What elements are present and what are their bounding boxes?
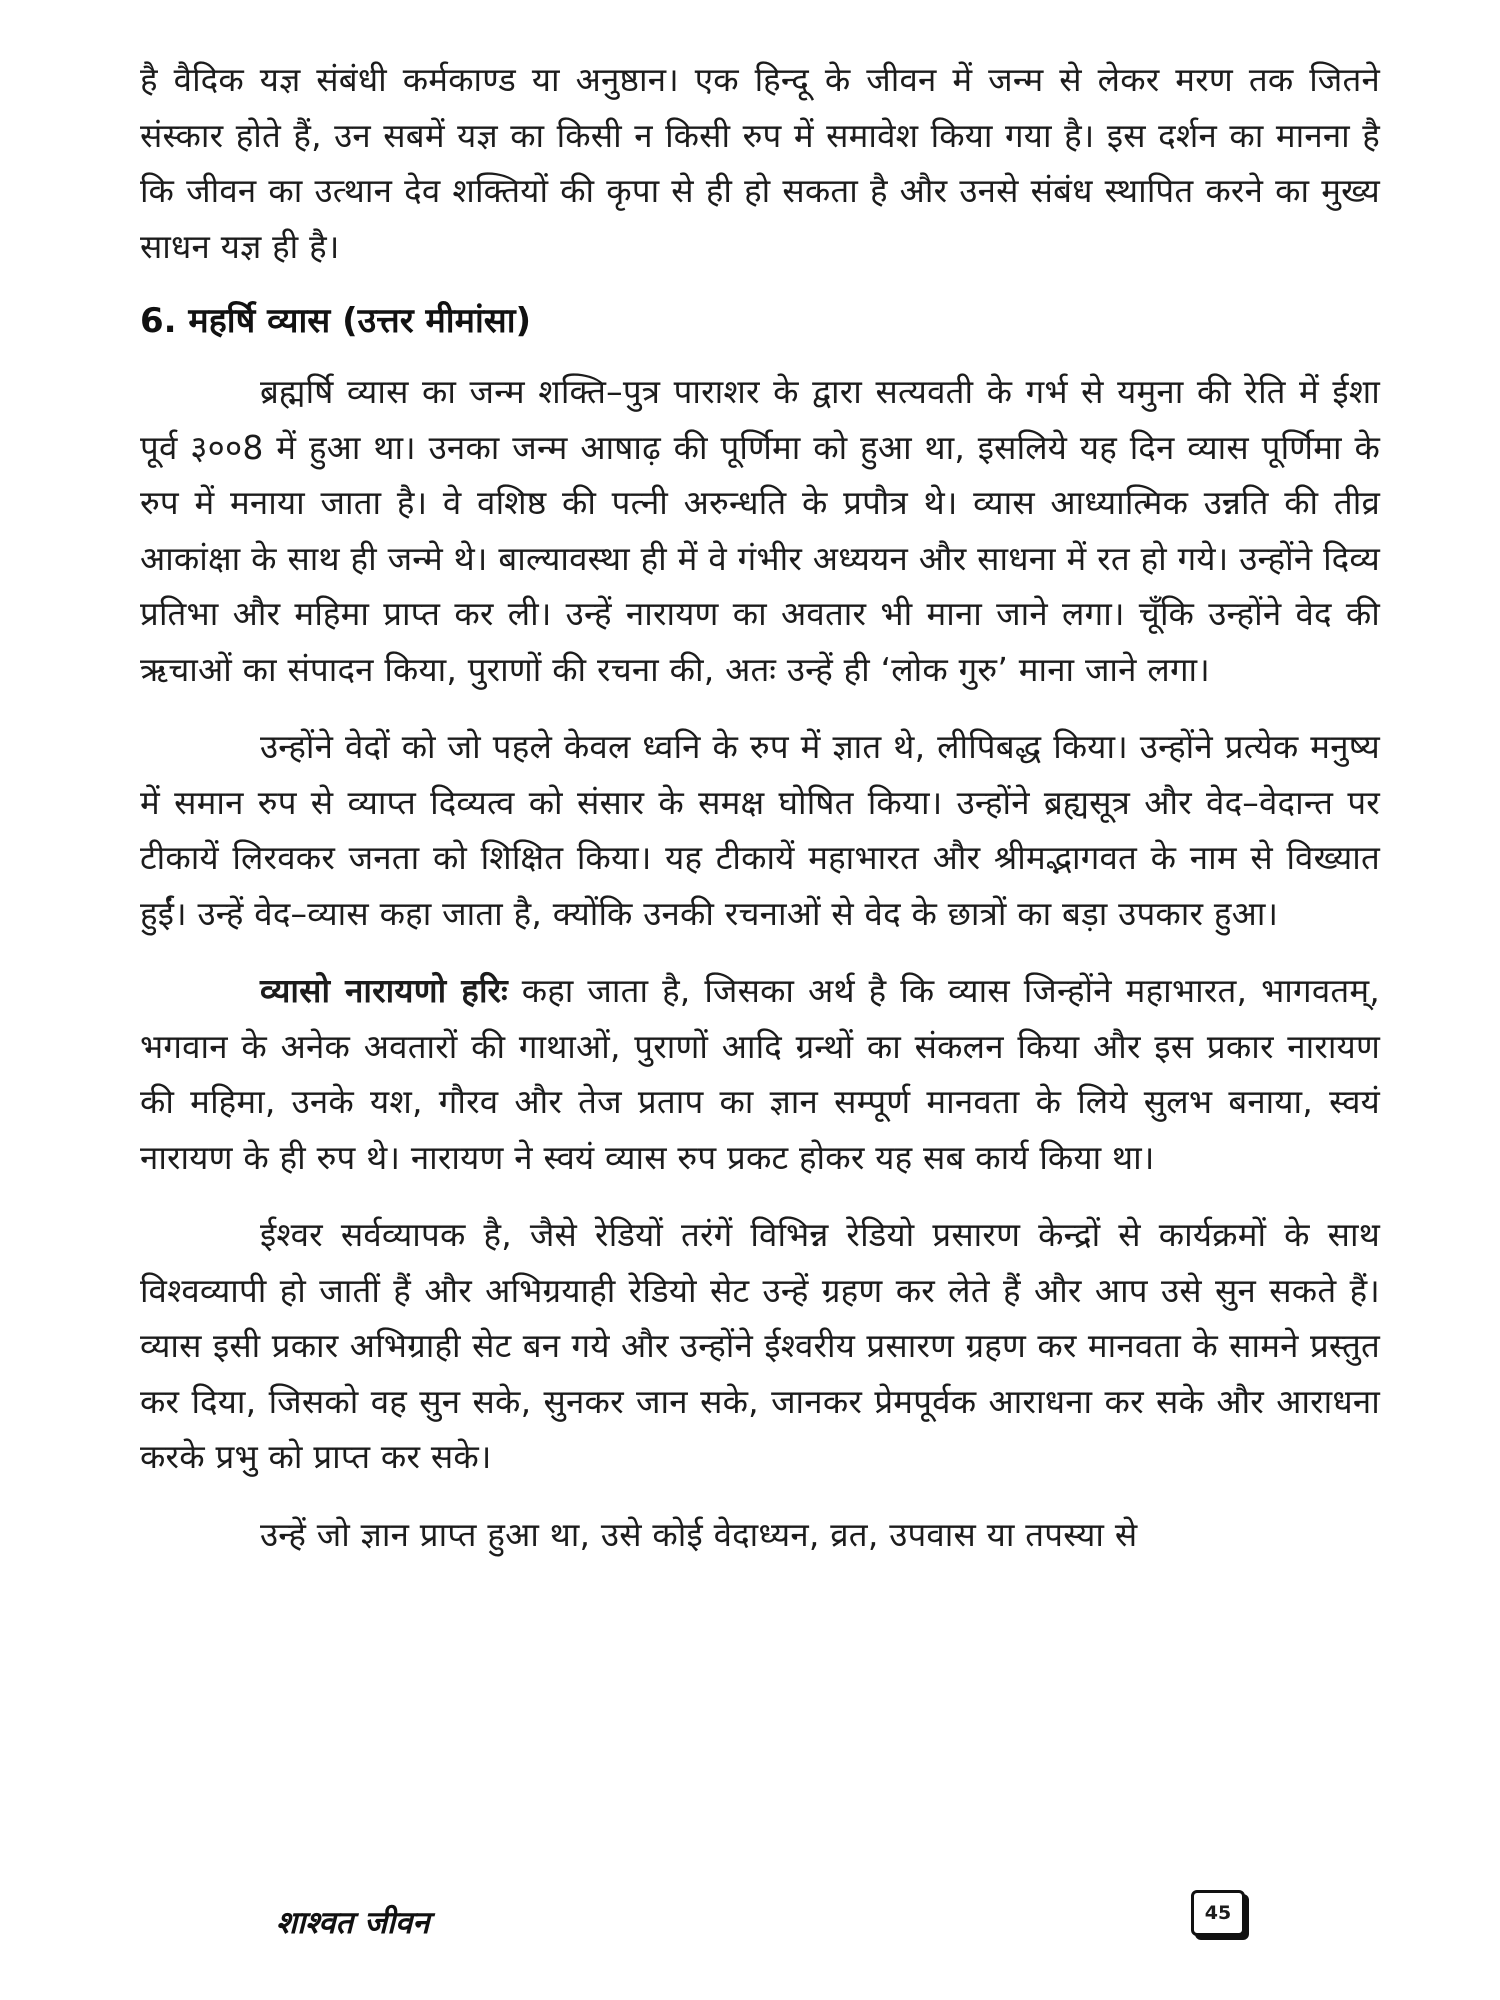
paragraph-vedas: उन्होंने वेदों को जो पहले केवल ध्वनि के रुप में ज्ञात थे, लीपिबद्ध किया। उन्होंने प्रत्येक मनुष्य में समान रुप से व्याप्त दिव्यत्व को संसार के समक्ष घोषित किया। उन्होंने ब्रह्यसूत्र और वेद–वेदान्त पर टीकायें लिरवकर जनता को शिक्षित किया। यह टीकायें महाभारत और श्रीमद्भागवत के नाम से विख्यात हुईं। उन्हें वेद–व्यास कहा जाता है, क्योंकि उनकी रचनाओं से वेद के छात्रों का बड़ा उपकार हुआ। (140, 727, 1380, 933)
paragraph-ishwar: ईश्वर सर्वव्यापक है, जैसे रेडियों तरंगें विभिन्न रेडियो प्रसारण केन्द्रों से कार्यक्रमों के साथ विश्वव्यापी हो जातीं हैं और अभिग्रयाही रेडियो सेट उन्हें ग्रहण कर लेते हैं और आप उसे सुन सकते हैं। व्यास इसी प्रकार अभिग्राही सेट बन गये और उन्होंने ईश्वरीय प्रसारण ग्रहण कर मानवता के सामने प्रस्तुत कर दिया, जिसको वह सुन सके, सुनकर जान सके, जानकर प्रेमपूर्वक आराधना कर सके और आराधना करके प्रभु को प्राप्त कर सके। (140, 1215, 1380, 1476)
paragraph-gyan: उन्हें जो ज्ञान प्राप्त हुआ था, उसे कोई वेदाध्यन, व्रत, उपवास या तपस्या से (260, 1514, 1138, 1554)
paragraph-vyaso-narayano-text: कहा जाता है, जिसका अर्थ है कि व्यास जिन्होंने महाभारत, भागवतम्, भगवान के अनेक अवतारों की गाथाओं, पुराणों आदि ग्रन्थों का संकलन किया और इस प्रकार नारायण की महिमा, उनके यश, गौरव और तेज प्रताप का ज्ञान सम्पूर्ण मानवता के लिये सुलभ बनाया, स्वयं नारायण के ही रुप थे। नारायण ने स्वयं व्यास रुप प्रकट होकर यह सब कार्य किया था। (140, 971, 1380, 1177)
paragraph-vyaso-narayano (140, 963, 1380, 1185)
page-footer (0, 1885, 1500, 1965)
page-number: 45 (1191, 1890, 1245, 1936)
footer-title: शाश्वत जीवन (276, 1905, 430, 1941)
paragraph-vyasa-birth: ब्रह्मर्षि व्यास का जन्म शक्ति–पुत्र पाराशर के द्वारा सत्यवती के गर्भ से यमुना की रेति में ईशा पूर्व ३००8 में हुआ था। उनका जन्म आषाढ़ की पूर्णिमा को हुआ था, इसलिये यह दिन व्यास पूर्णिमा के रुप में मनाया जाता है। वे वशिष्ठ की पत्नी अरुन्धति के प्रपौत्र थे। व्यास आध्यात्मिक उन्नति की तीव्र आकांक्षा के साथ ही जन्मे थे। बाल्यावस्था ही में वे गंभीर अध्ययन और साधना में रत हो गये। उन्होंने दिव्य प्रतिभा और महिमा प्राप्त कर ली। उन्हें नारायण का अवतार भी माना जाने लगा। चूँकि उन्होंने वेद की ऋचाओं का संपादन किया, पुराणों की रचना की, अतः उन्हें ही ‘लोक गुरु’ माना जाने लगा। (140, 372, 1380, 689)
page-body (140, 52, 1380, 1584)
bold-phrase: व्यासो नारायणो हरिः (260, 971, 508, 1010)
section-heading: 6. महर्षि व्यास (उत्तर मीमांसा) (140, 301, 532, 341)
paragraph-yajna: है वैदिक यज्ञ संबंधी कर्मकाण्ड या अनुष्ठान। एक हिन्दू के जीवन में जन्म से लेकर मरण तक जितने संस्कार होते हैं, उन सबमें यज्ञ का किसी न किसी रुप में समावेश किया गया है। इस दर्शन का मानना है कि जीवन का उत्थान देव शक्तियों की कृपा से ही हो सकता है और उनसे संबंध स्थापित करने का मुख्य साधन यज्ञ ही है। (140, 60, 1380, 266)
